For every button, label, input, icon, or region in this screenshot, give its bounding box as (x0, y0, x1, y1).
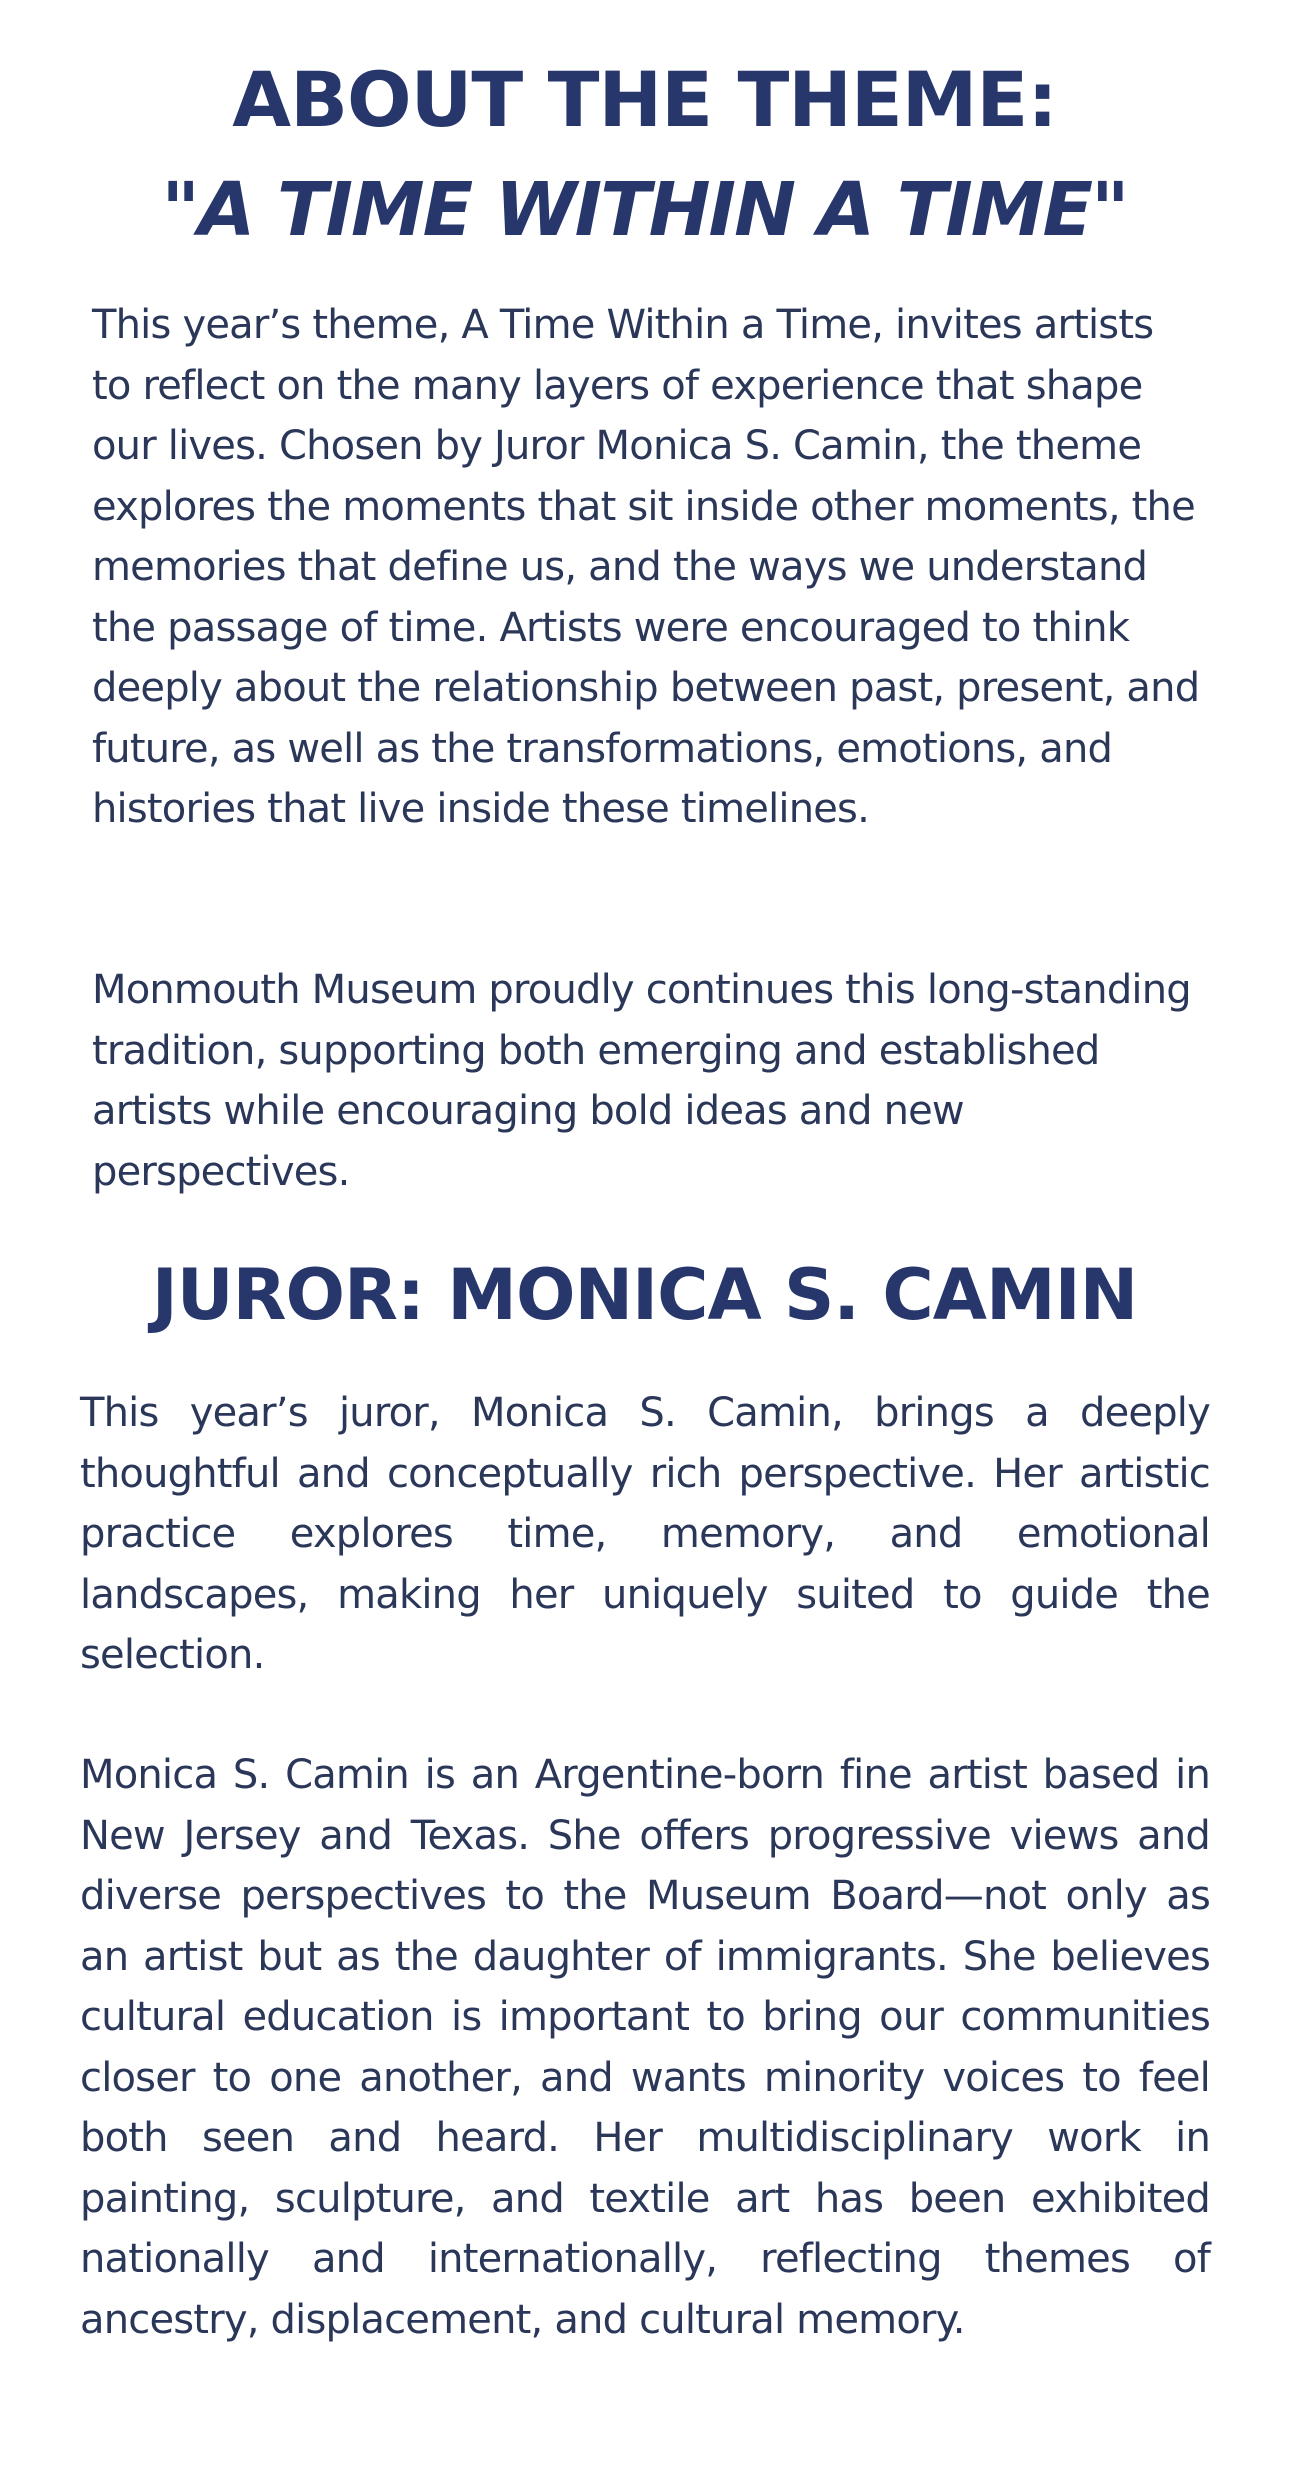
juror-bio-paragraph: Monica S. Camin is an Argentine-born fine artist based in New Jersey and Texas. She offers progressive views and diverse perspectives to the Museum Board—not only as an artist but as the daughter of immigrants. She believes cultural education is important to bring our communities closer to one another, and wants minority voices to feel both seen and heard. Her multidisciplinary work in painting, sculpture, and textile art has been exhibited nationally and internationally, reflecting themes of ancestry, displacement, and cultural memory. (80, 1752, 1210, 2343)
juror-intro-paragraph: This year’s juror, Monica S. Camin, brings a deeply thoughtful and conceptually rich perspective. Her artistic practice explores time, memory, and emotional landscapes, making her uniquely suited to guide the selection. (80, 1390, 1210, 1678)
museum-tradition-paragraph: Monmouth Museum proudly continues this long-standing tradition, supporting both emerging and established artists while encouraging bold ideas and new perspectives. (92, 967, 1191, 1195)
juror-heading: JUROR: MONICA S. CAMIN (151, 1254, 1138, 1336)
about-theme-heading: ABOUT THE THEME: (232, 55, 1057, 144)
theme-description-paragraph: This year’s theme, A Time Within a Time, invites artists to reflect on the many layers of experience that shape our lives. Chosen by Juror Monica S. Camin, the theme explores the moments that sit inside other moments, the memories that define us, and the ways we understand the passage of time. Artists were encouraged to think deeply about the relationship between past, present, and future, as well as the transformations, emotions, and histories that live inside these timelines. (92, 302, 1200, 832)
theme-title: "A TIME WITHIN A TIME" (161, 167, 1128, 253)
